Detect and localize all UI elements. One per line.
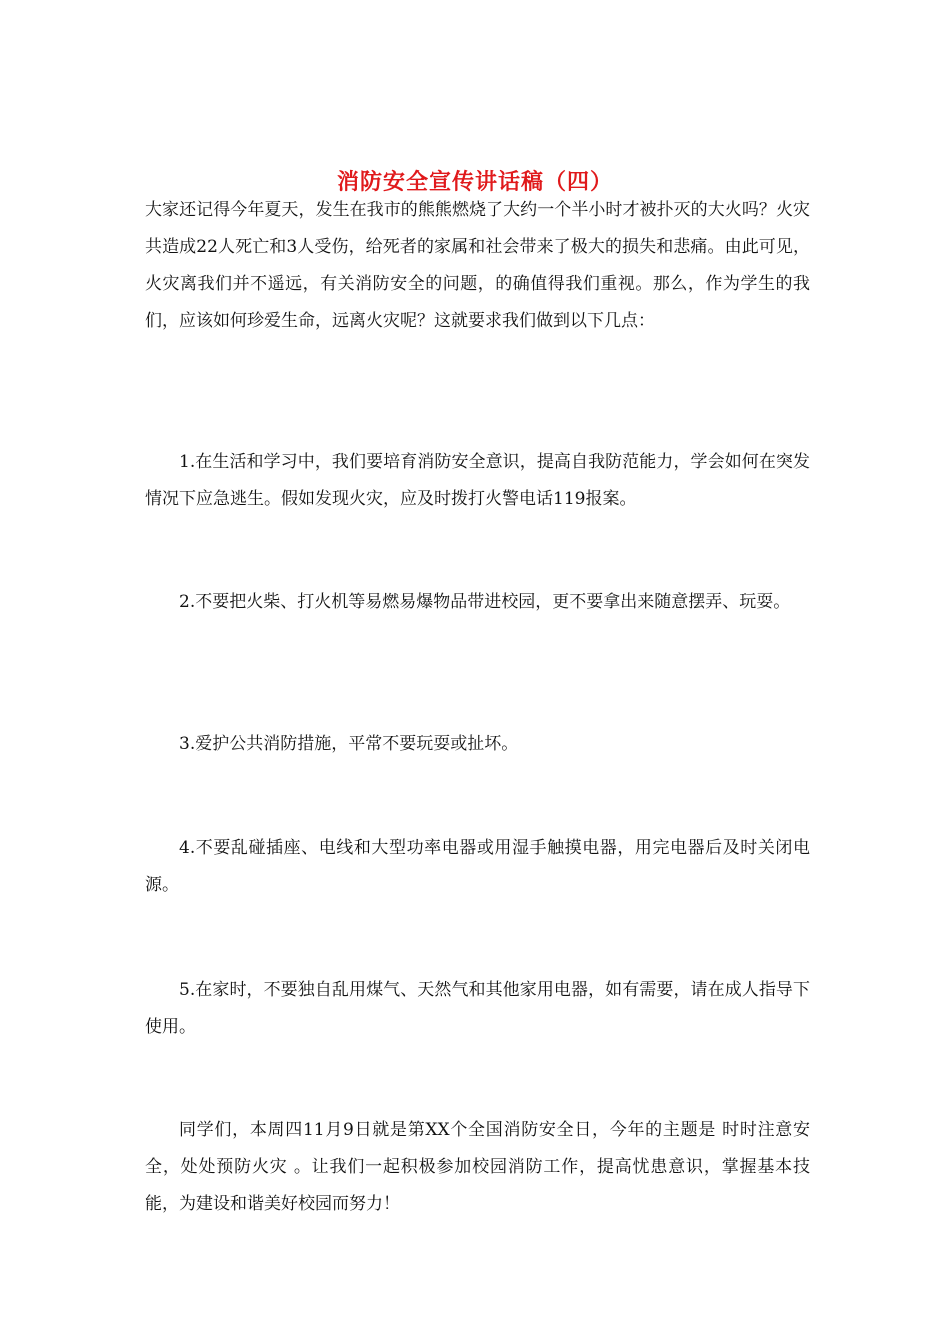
- point-paragraph-3: 3.爱护公共消防措施，平常不要玩耍或扯坏。: [179, 734, 519, 754]
- point-paragraph-5: 5.在家时，不要独自乱用煤气、天然气和其他家用电器，如有需要，请在成人指导下使用。: [145, 980, 810, 1037]
- intro-paragraph: 大家还记得今年夏天，发生在我市的熊熊燃烧了大约一个半小时才被扑灭的大火吗？火灾共造成22人死亡和3人受伤，给死者的家属和社会带来了极大的损失和悲痛。由此可见，火灾离我们并不遥远，有关消防安全的问题，的确值得我们重视。那么，作为学生的我们，应该如何珍爱生命，远离火灾呢？这就要求我们做到以下几点：: [145, 200, 810, 331]
- document-title: 消防安全宣传讲话稿（四）: [336, 168, 613, 195]
- point-paragraph-1: 1.在生活和学习中，我们要培育消防安全意识，提高自我防范能力，学会如何在突发情况下应急逃生。假如发现火灾，应及时拨打火警电话119报案。: [145, 452, 810, 509]
- closing-paragraph: 同学们，本周四11月9日就是第XX个全国消防安全日，今年的主题是 时时注意安全，处处预防火灾 。让我们一起积极参加校园消防工作，提高忧患意识，掌握基本技能，为建设和谐美好校园而努力！: [145, 1120, 810, 1214]
- point-paragraph-2: 2.不要把火柴、打火机等易燃易爆物品带进校园，更不要拿出来随意摆弄、玩耍。: [179, 592, 791, 612]
- point-paragraph-4: 4.不要乱碰插座、电线和大型功率电器或用湿手触摸电器，用完电器后及时关闭电源。: [145, 838, 810, 895]
